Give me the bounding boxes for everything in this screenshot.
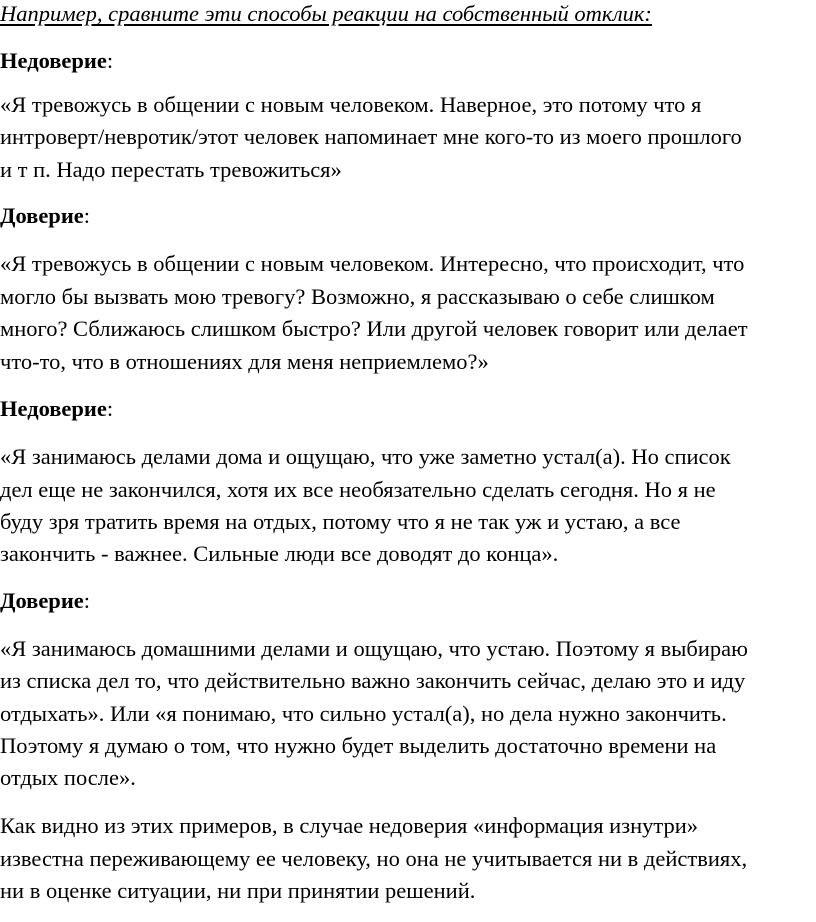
conclusion-line: известна переживающему ее человеку, но она не учитывается ни в действиях, (0, 846, 748, 871)
paragraph-line: «Я занимаюсь делами дома и ощущаю, что уже заметно устал(а). Но список (0, 444, 731, 469)
paragraph-line: отдых после». (0, 765, 136, 790)
heading-text: Доверие (0, 588, 84, 613)
paragraph-line: что-то, что в отношениях для меня неприемлемо?» (0, 349, 489, 374)
paragraph-line: интроверт/невротик/этот человек напоминает мне кого-то из моего прошлого (0, 124, 742, 149)
heading-text: Доверие (0, 203, 84, 228)
paragraph-line: много? Сближаюсь слишком быстро? Или другой человек говорит или делает (0, 316, 748, 341)
conclusion-line: ни в оценке ситуации, ни при принятии решений. (0, 878, 476, 903)
heading-trust-1 (0, 205, 90, 228)
heading-text: Недоверие (0, 48, 107, 73)
paragraph-line: из списка дел то, что действительно важно закончить сейчас, делаю это и иду (0, 668, 746, 693)
heading-trust-2 (0, 590, 90, 613)
heading-colon: : (106, 396, 114, 421)
paragraph-line: закончить - важнее. Сильные люди все доводят до конца». (0, 541, 559, 566)
paragraph-line: могло бы вызвать мою тревогу? Возможно, я рассказываю о себе слишком (0, 284, 715, 309)
paragraph-line: Поэтому я думаю о том, что нужно будет выделить достаточно времени на (0, 733, 717, 758)
paragraph-line: дел еще не закончился, хотя их все необязательно сделать сегодня. Но я не (0, 477, 716, 502)
paragraph-line: «Я занимаюсь домашними делами и ощущаю, что устаю. Поэтому я выбираю (0, 636, 748, 661)
paragraph-line: «Я тревожусь в общении с новым человеком. Наверное, это потому что я (0, 92, 702, 117)
paragraph-line: отдыхать». Или «я понимаю, что сильно устал(а), но дела нужно закончить. (0, 701, 727, 726)
conclusion-line: Как видно из этих примеров, в случае недоверия «информация изнутри» (0, 813, 699, 838)
heading-distrust-2 (0, 398, 113, 421)
paragraph-line: буду зря тратить время на отдых, потому что я не так уж и устаю, а все (0, 509, 681, 534)
heading-distrust-1 (0, 50, 113, 73)
heading-colon: : (83, 203, 91, 228)
paragraph-line: и т п. Надо перестать тревожиться» (0, 157, 342, 182)
heading-colon: : (83, 588, 91, 613)
intro-line: Например, сравните эти способы реакции на собственный отклик: (0, 1, 652, 26)
heading-text: Недоверие (0, 396, 107, 421)
heading-colon: : (106, 48, 114, 73)
paragraph-line: «Я тревожусь в общении с новым человеком. Интересно, что происходит, что (0, 251, 745, 276)
